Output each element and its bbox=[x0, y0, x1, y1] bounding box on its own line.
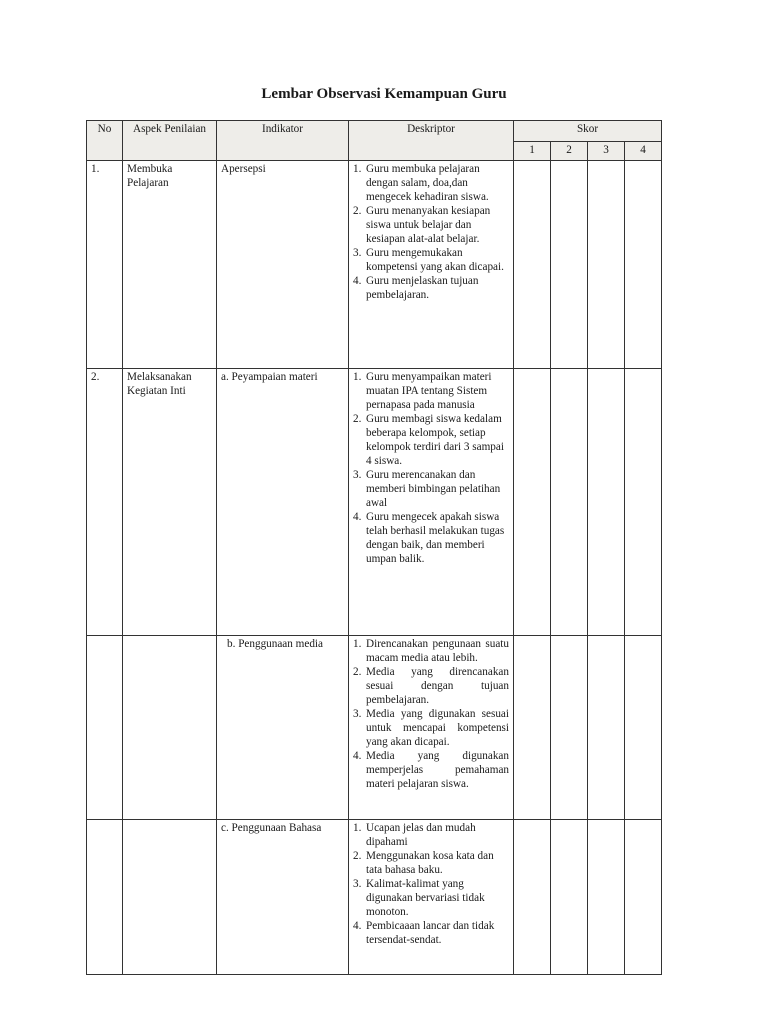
header-skor-2: 2 bbox=[551, 142, 588, 161]
descriptor-list bbox=[353, 162, 509, 302]
descriptor-list bbox=[353, 821, 509, 947]
row-no bbox=[87, 636, 123, 820]
score-cell-1[interactable] bbox=[514, 636, 551, 820]
score-cell-4[interactable] bbox=[625, 161, 662, 369]
descriptor-item: 3. Guru mengemukakan kompetensi yang akan dicapai. bbox=[353, 247, 504, 273]
observation-table bbox=[86, 120, 662, 975]
descriptor-item: 3. Kalimat-kalimat yang digunakan bervariasi tidak monoton. bbox=[353, 878, 485, 918]
descriptor-item: 2. Menggunakan kosa kata dan tata bahasa baku. bbox=[353, 850, 494, 876]
row-deskriptor bbox=[349, 820, 514, 975]
header-indikator: Indikator bbox=[217, 121, 349, 161]
score-cell-1[interactable] bbox=[514, 369, 551, 636]
row-deskriptor bbox=[349, 636, 514, 820]
descriptor-item: 1. Guru menyampaikan materi muatan IPA tentang Sistem pernapasa pada manusia bbox=[353, 371, 492, 411]
header-skor-1: 1 bbox=[514, 142, 551, 161]
score-cell-3[interactable] bbox=[588, 161, 625, 369]
row-aspek: Membuka Pelajaran bbox=[123, 161, 217, 369]
score-cell-3[interactable] bbox=[588, 820, 625, 975]
header-skor-4: 4 bbox=[625, 142, 662, 161]
score-cell-1[interactable] bbox=[514, 820, 551, 975]
table-row bbox=[87, 369, 662, 636]
descriptor-item: 4. Guru mengecek apakah siswa telah berhasil melakukan tugas dengan baik, dan memberi umpan balik. bbox=[353, 511, 505, 565]
descriptor-list bbox=[353, 637, 509, 791]
score-cell-4[interactable] bbox=[625, 820, 662, 975]
row-indikator: Apersepsi bbox=[217, 161, 349, 369]
table-row bbox=[87, 161, 662, 369]
score-cell-3[interactable] bbox=[588, 636, 625, 820]
score-cell-2[interactable] bbox=[551, 369, 588, 636]
header-row bbox=[87, 121, 662, 142]
descriptor-item: 4. Guru menjelaskan tujuan pembelajaran. bbox=[353, 275, 479, 301]
score-cell-2[interactable] bbox=[551, 636, 588, 820]
score-cell-2[interactable] bbox=[551, 820, 588, 975]
descriptor-item: 2. Guru membagi siswa kedalam beberapa kelompok, setiap kelompok terdiri dari 3 sampai 4 siswa. bbox=[353, 413, 504, 467]
header-no: No bbox=[87, 121, 123, 161]
row-deskriptor bbox=[349, 369, 514, 636]
descriptor-list bbox=[353, 370, 509, 566]
score-cell-1[interactable] bbox=[514, 161, 551, 369]
score-cell-3[interactable] bbox=[588, 369, 625, 636]
row-indikator: b. Penggunaan media bbox=[217, 636, 349, 820]
descriptor-item: 2. Media yang direncanakan sesuai dengan tujuan pembelajaran. bbox=[353, 666, 509, 706]
row-no bbox=[87, 820, 123, 975]
header-aspek: Aspek Penilaian bbox=[123, 121, 217, 161]
row-aspek bbox=[123, 820, 217, 975]
descriptor-item: 3. Guru merencanakan dan memberi bimbingan pelatihan awal bbox=[353, 469, 501, 509]
row-aspek bbox=[123, 636, 217, 820]
score-cell-4[interactable] bbox=[625, 369, 662, 636]
row-indikator: a. Peyampaian materi bbox=[217, 369, 349, 636]
header-skor: Skor bbox=[514, 121, 662, 142]
row-no: 2. bbox=[87, 369, 123, 636]
table-row bbox=[87, 636, 662, 820]
table-row bbox=[87, 820, 662, 975]
row-deskriptor bbox=[349, 161, 514, 369]
descriptor-item: 4. Pembicaaan lancar dan tidak tersendat-sendat. bbox=[353, 920, 495, 946]
descriptor-item: 1. Ucapan jelas dan mudah dipahami bbox=[353, 822, 476, 848]
score-cell-2[interactable] bbox=[551, 161, 588, 369]
document-title: Lembar Observasi Kemampuan Guru bbox=[261, 86, 507, 102]
header-deskriptor: Deskriptor bbox=[349, 121, 514, 161]
row-indikator: c. Penggunaan Bahasa bbox=[217, 820, 349, 975]
descriptor-item: 2. Guru menanyakan kesiapan siswa untuk belajar dan kesiapan alat-alat belajar. bbox=[353, 205, 491, 245]
descriptor-item: 1. Direncanakan pengunaan suatu macam media atau lebih. bbox=[353, 638, 509, 664]
score-cell-4[interactable] bbox=[625, 636, 662, 820]
descriptor-item: 3. Media yang digunakan sesuai untuk mencapai kompetensi yang akan dicapai. bbox=[353, 708, 509, 748]
header-skor-3: 3 bbox=[588, 142, 625, 161]
row-no: 1. bbox=[87, 161, 123, 369]
descriptor-item: 1. Guru membuka pelajaran dengan salam, doa,dan mengecek kehadiran siswa. bbox=[353, 163, 489, 203]
row-aspek: Melaksanakan Kegiatan Inti bbox=[123, 369, 217, 636]
descriptor-item: 4. Media yang digunakan memperjelas pemahaman materi pelajaran siswa. bbox=[353, 750, 509, 790]
